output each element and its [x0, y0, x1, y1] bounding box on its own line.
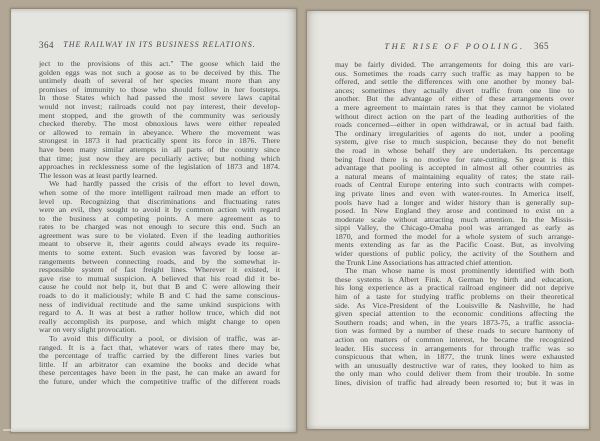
text-line: these percentages have been in the past, he can make an award for	[39, 369, 280, 378]
text-line: ness of individual rectitude and the same unkind suspicions with	[39, 300, 280, 309]
text-line: ment stopped, and the growth of the community was seriously	[39, 111, 280, 120]
text-line: level up. Recognizing that discriminations and fluctuating rates	[39, 197, 280, 206]
running-title-right: THE RISE OF POOLING.	[384, 41, 525, 51]
text-line: really accomplish its purpose, and which might change to open	[39, 317, 280, 326]
text-line: pools have had a longer and wider history than is generally sup-	[335, 198, 574, 207]
text-line: posed. In New England they arose and continued to exist on a	[335, 207, 574, 216]
text-line: conspicuous that when, in 1877, the trunk lines were exhausted	[335, 353, 574, 362]
text-line: The ordinary irregularities of agents do not, under a pooling	[335, 129, 574, 138]
text-line: being fixed there is no motive for rate-cutting. So great is this	[335, 155, 574, 164]
text-line: the future, under which the competitive traffic of the different roads	[39, 377, 280, 386]
page-left	[10, 8, 297, 433]
page-right	[306, 10, 590, 430]
text-line: sippi Valley, the Chicago-Omaha pool was arranged as early as	[335, 224, 574, 233]
text-line: were an evil, they sought to avoid it by common action with regard	[39, 206, 280, 215]
text-line: ranged. It is a fact that, whatever wars of rates there may be,	[39, 343, 280, 352]
text-line: approaches in recklessness some of the legislation of 1873 and 1874.	[39, 163, 280, 172]
text-line: roads of Central Europe entering into such contracts with compet-	[335, 181, 574, 190]
text-line: the percentage of traffic carried by the different lines varies but	[39, 352, 280, 361]
text-line: golden eggs was not such a goose as to be deceived by this. The	[39, 68, 280, 77]
text-line: the only man who could deliver them from their trouble. In some	[335, 370, 574, 379]
text-line: cause he could not help it, but that B and C were allowing their	[39, 283, 280, 292]
text-line: to the business at competing points. A mere agreement as to	[39, 214, 280, 223]
text-line: The lesson was at least partly learned.	[39, 171, 158, 180]
running-title-left: THE RAILWAY IN ITS BUSINESS RELATIONS.	[63, 40, 256, 49]
text-line: offered, and settle the differences with one another by money bal-	[335, 78, 574, 87]
text-line: or allowed to remain in abeyance. Where the movement was	[39, 128, 280, 137]
running-head-left	[39, 39, 280, 51]
text-line: regard to A. It was at best a rather hollow truce, which did not	[39, 309, 280, 318]
text-line: may be fairly divided. The arrangements for doing this are vari-	[335, 61, 574, 69]
page-text-right	[335, 61, 574, 388]
text-line: leader. His success in arrangements for through traffic was so	[335, 344, 574, 353]
text-line: ances; sometimes they actually divert traffic from one line to	[335, 86, 574, 95]
text-line: his long experience as a practical railroad engineer did not deprive	[335, 284, 574, 293]
text-line: roads concerned—either in open withdrawal, or in actual bad faith.	[335, 121, 574, 130]
page-number-right: 365	[534, 41, 549, 51]
text-line: In those States which had passed the most severe laws capital	[39, 94, 280, 103]
page-text-left	[39, 60, 280, 387]
scan-artifact	[3, 429, 12, 431]
text-line: The man whose name is most prominently identified with both	[345, 267, 574, 276]
text-line: a mere agreement to maintain rates is that they cannot be violated	[335, 103, 574, 112]
page-number-left: 364	[39, 40, 54, 50]
page-left-inner	[11, 9, 296, 432]
text-line: We had hardly passed the crisis of the effort to level down,	[49, 180, 280, 189]
text-line: war on very slight provocation.	[39, 326, 137, 335]
text-line: tion was formed by a number of these roads to secure harmony of	[335, 327, 574, 336]
text-line: him of a taste for studying traffic problems on their theoretical	[335, 293, 574, 302]
text-line: ments to some extent. Such evasion was favored by loose ar-	[39, 249, 280, 258]
text-line: checked thereby. The most obnoxious laws were either repealed	[39, 120, 280, 129]
text-line: have been many similar attempts in all parts of the country since	[39, 145, 280, 154]
page-right-inner	[307, 11, 589, 429]
text-line: system, give rise to much suspicion, because they do not benefit	[335, 138, 574, 147]
text-line: ous. Sometimes the roads carry such traffic as may happen to be	[335, 69, 574, 78]
running-head-right	[335, 40, 574, 52]
text-line: with an unusually destructive war of rates, they looked to him as	[335, 361, 574, 370]
text-line: strongest in 1873 it had practically spent its force in 1876. There	[39, 137, 280, 146]
text-line: given special attention to the economic conditions affecting the	[335, 310, 574, 319]
text-line: ing private lines and even with water-routes. In America itself,	[335, 189, 574, 198]
text-line: agreement was sure to be violated. Even if the leading authorities	[39, 231, 280, 240]
text-line: Southern roads; and when, in the years 1873-75, a traffic associa-	[335, 318, 574, 327]
text-line: lines, division of traffic had already been resorted to; but it was in	[335, 378, 574, 387]
text-line: little. If an arbitrator can examine the books and decide what	[39, 360, 280, 369]
text-line: 1870, and formed the model for a whole system of such arrange-	[335, 232, 574, 241]
text-line: wider questions of public policy, the activity of the Southern and	[335, 250, 574, 259]
text-line: roads to do it maliciously; while B and C had the same conscious-	[39, 292, 280, 301]
text-line: side. As Vice-President of the Louisville & Nashville, he had	[335, 301, 574, 310]
text-line: promises of immunity to those who should follow in her footsteps.	[39, 85, 280, 94]
text-line: moderate scale without attracting much attention. In the Missis-	[335, 215, 574, 224]
text-line: when some of the more intelligent railroad men made an effort to	[39, 188, 280, 197]
text-line: the road in whose behalf they are undertaken. Its percentage	[335, 146, 574, 155]
text-line: To avoid this difficulty a pool, or division of traffic, was ar-	[49, 335, 280, 343]
text-line: a natural means of maintaining equality of rates; the state rail-	[335, 172, 574, 181]
text-line: advantage that pooling is accepted in almost all other countries as	[335, 164, 574, 173]
text-line: untimely death of several of her species meant more than any	[39, 77, 280, 86]
text-line: that time; just now they are peculiarly active; but nothing which	[39, 154, 280, 163]
text-line: another. But the advantage of either of these arrangements over	[335, 95, 574, 104]
text-line: would not invest; railroads could not pay interest, their develop-	[39, 102, 280, 111]
text-line: ject to the provisions of this act." The goose which laid the	[39, 60, 280, 68]
text-line: action on matters of common interest, he became the recognized	[335, 336, 574, 344]
text-line: gave rise to mutual suspicion. A believed that his road did it be-	[39, 274, 280, 283]
text-line: rates to be charged was not enough to secure this end. Such an	[39, 223, 280, 232]
text-line: rangements between connecting roads, and by the somewhat ir-	[39, 257, 280, 266]
text-line: the Trunk Line Associations has attracted chief attention.	[335, 258, 513, 267]
text-line: these systems is Albert Fink. A German by birth and education,	[335, 275, 574, 284]
text-line: ments extending as far as the Pacific Coast. But, as involving	[335, 241, 574, 250]
text-line: without direct action on the part of the leading authorities of the	[335, 112, 574, 121]
text-line: responsible system of fast freight lines. Wherever it existed, it	[39, 266, 280, 275]
text-line: meant to observe it, their agents could always evade its require-	[39, 240, 280, 249]
